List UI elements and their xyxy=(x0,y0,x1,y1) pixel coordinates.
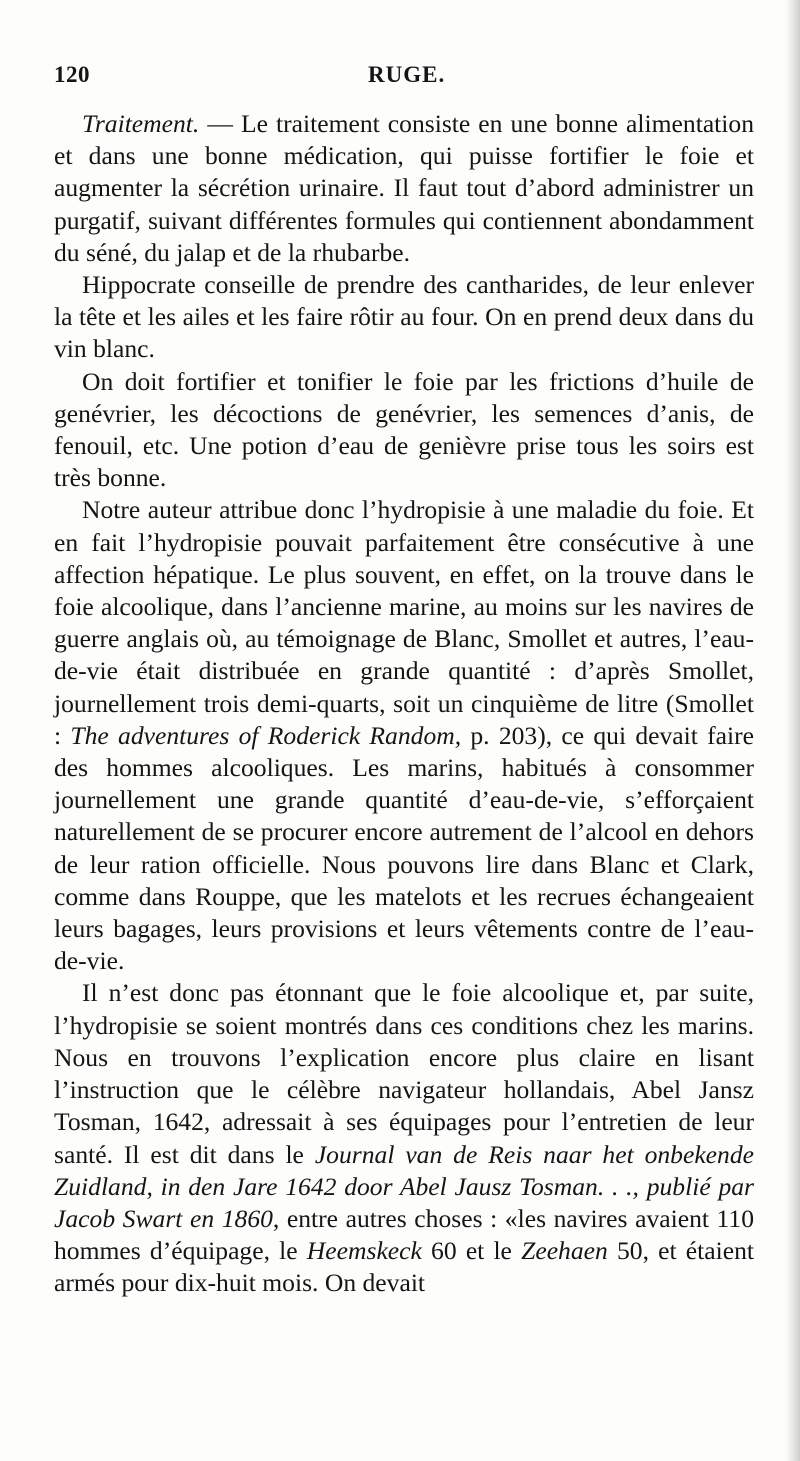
journal-title-italic: Journal van de Reis naar het onbekende Zuidland, in den Jare 1642 door Abel Jausz Tosman. . ., publié par Jacob Swart en 1860 xyxy=(54,1139,754,1233)
ship-name-italic: Zeehaen xyxy=(521,1236,608,1266)
section-lead-italic: Traitement. xyxy=(82,109,200,138)
paragraph-text: , entre autres choses : «les navires avaient 110 hommes d’équipage, le xyxy=(54,1203,754,1266)
page-header xyxy=(54,62,750,94)
ship-name-italic: Heemskeck xyxy=(306,1236,422,1266)
paragraph-fortifier xyxy=(54,366,754,495)
body-text xyxy=(54,108,754,1300)
running-head: RUGE. xyxy=(368,62,446,87)
paragraph-text: 50, et étaient armés pour dix-huit mois. On devait xyxy=(54,1236,754,1298)
paragraph-text: p. 203), ce qui devait faire des hommes alcooliques. Les marins, habitués à consommer journellement une grande quantité d’eau-de-vie, s’efforçaient naturellement de se procurer encore autrement de l’alcool en dehors de leur ration officielle. Nous pouvons lire dans Blanc et Clark, comme dans Rouppe, que les matelots et les recrues échangeaient leurs bagages, leurs provisions et leurs vêtements contre de l’eau-de-vie. xyxy=(54,720,754,976)
paragraph-hippocrate xyxy=(54,269,754,366)
paragraph-tosman xyxy=(54,977,754,1299)
paragraph-hydropisie xyxy=(54,494,754,977)
paragraph-text: Il n’est donc pas étonnant que le foie alcoolique et, par suite, l’hydropisie se soient montrés dans ces conditions chez les marins. Nous en trouvons l’explication encore plus claire en lisant l’instruction que le célèbre navigateur hollandais, Abel Jansz Tosman, 1642, adressait à ses équipages pour l’entretien de leur santé. Il est dit dans le xyxy=(54,978,754,1169)
paragraph-treatment xyxy=(54,108,754,269)
book-title-italic: The adventures of Roderick Random, xyxy=(70,720,462,750)
paragraph-text: — Le traitement consiste en une bonne alimentation et dans une bonne médication, qui puisse fortifier le foie et augmenter la sécrétion urinaire. Il faut tout d’abord administrer un purgatif, suivant différentes formules qui contiennent abondamment du séné, du jalap et de la rhubarbe. xyxy=(54,109,754,267)
paragraph-text: Hippocrate conseille de prendre des cantharides, de leur enlever la tête et les ailes et les faire rôtir au four. On en prend deux dans du vin blanc. xyxy=(54,270,754,364)
paragraph-text: On doit fortifier et tonifier le foie par les frictions d’huile de genévrier, les décoctions de genévrier, les semences d’anis, de fenouil, etc. Une potion d’eau de genièvre prise tous les soirs est très bonne. xyxy=(54,366,754,493)
paragraph-text: Notre auteur attribue donc l’hydropisie à une maladie du foie. Et en fait l’hydropisie pouvait parfaitement être consécutive à une affection hépatique. Le plus souvent, en effet, on la trouve dans le foie alcoolique, dans l’ancienne marine, au moins sur les navires de guerre anglais où, au témoignage de Blanc, Smollet et autres, l’eau-de-vie était distribuée en grande quantité : d’après Smollet, journellement trois demi-quarts, soit un cinquième de litre (Smollet : xyxy=(54,495,754,750)
page-edge-shadow xyxy=(786,0,800,1461)
paragraph-text: 60 et le xyxy=(421,1236,522,1266)
page-number: 120 xyxy=(54,62,90,87)
